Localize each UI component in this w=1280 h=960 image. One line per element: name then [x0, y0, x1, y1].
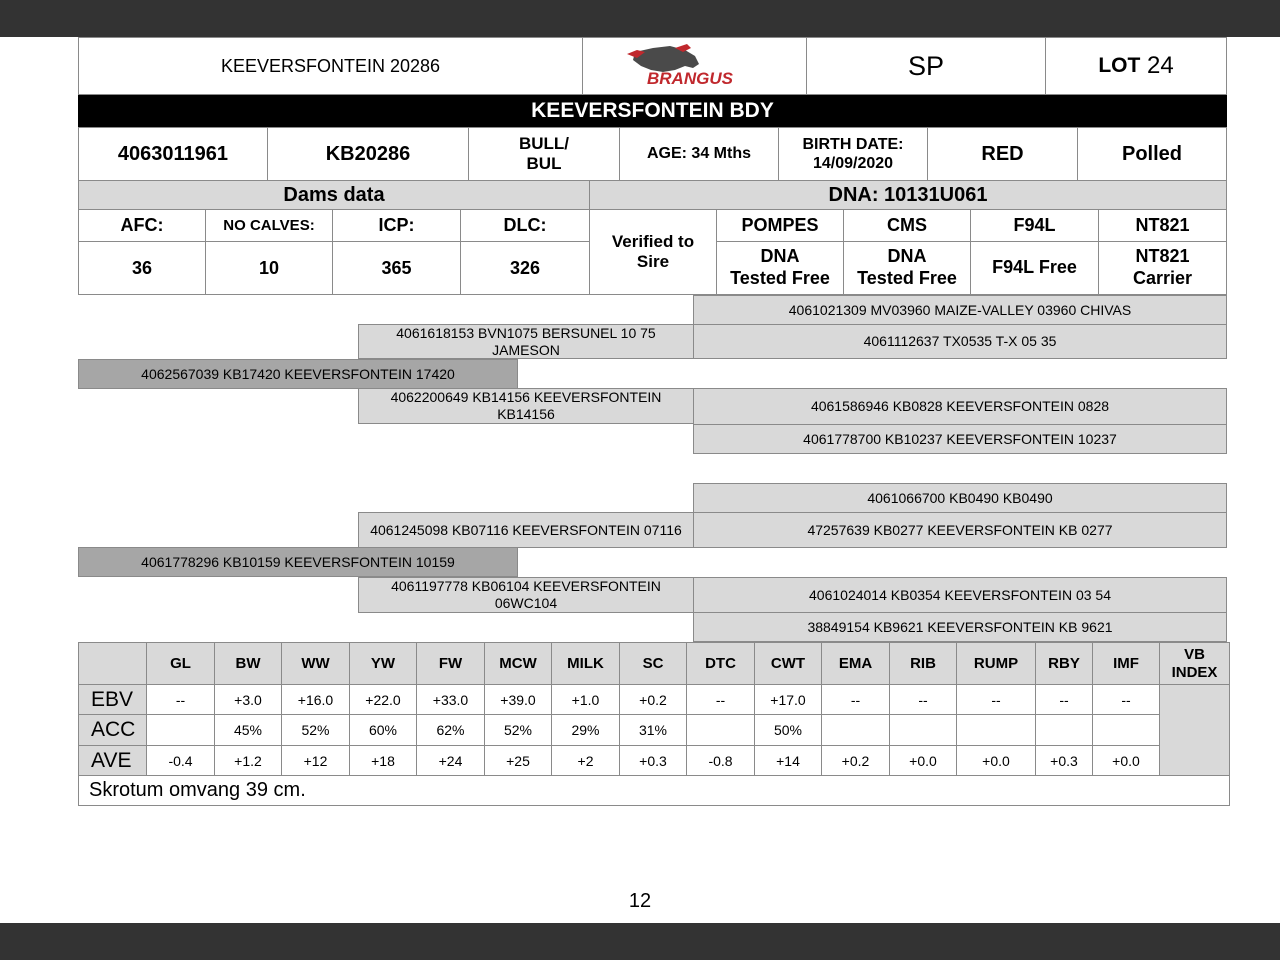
table-cell: +22.0: [350, 685, 417, 715]
table-cell: +0.0: [1093, 746, 1160, 776]
table-row-ebv: [79, 685, 1230, 715]
trait-header-rby: RBY: [1036, 643, 1093, 685]
table-cell: --: [822, 685, 890, 715]
trait-header-rump: RUMP: [957, 643, 1036, 685]
pompes-result-line2: Tested Free: [730, 268, 830, 288]
brangus-logo: [582, 37, 807, 95]
lot-label: LOT: [1098, 54, 1141, 77]
pompes-result: [716, 241, 844, 295]
pedigree-sire-dam-dam: 4061778700 KB10237 KEEVERSFONTEIN 10237: [693, 424, 1227, 454]
cms-header: CMS: [843, 209, 971, 242]
table-cell: -0.8: [687, 746, 755, 776]
cms-result-line1: DNA: [887, 246, 927, 267]
table-cell: +17.0: [755, 685, 822, 715]
table-cell: +33.0: [417, 685, 485, 715]
cms-result: [843, 241, 971, 295]
top-frame-bar: [0, 0, 1280, 37]
animal-name: KEEVERSFONTEIN BDY: [78, 95, 1227, 127]
pedigree-sire: 4062567039 KB17420 KEEVERSFONTEIN 17420: [78, 359, 518, 389]
trait-header-mcw: MCW: [485, 643, 552, 685]
nt821-result: [1098, 241, 1227, 295]
trait-header-ema: EMA: [822, 643, 890, 685]
row-label-ebv: EBV: [79, 685, 147, 715]
trait-header-milk: MILK: [552, 643, 620, 685]
table-cell: +0.0: [957, 746, 1036, 776]
table-cell: 29%: [552, 715, 620, 746]
logo-text: BRANGUS: [646, 69, 733, 88]
sex: [468, 127, 620, 181]
pedigree-sire-sire-dam: 4061112637 TX0535 T-X 05 35: [693, 324, 1227, 359]
bull-head-icon: [615, 42, 775, 90]
table-row-acc: [79, 715, 1230, 746]
pedigree-dam-dam: 4061197778 KB06104 KEEVERSFONTEIN 06WC104: [358, 577, 694, 613]
birth-date-label: BIRTH DATE:: [802, 135, 904, 153]
row-label-acc: ACC: [79, 715, 147, 746]
pedigree-dam-dam-dam: 38849154 KB9621 KEEVERSFONTEIN KB 9621: [693, 612, 1227, 642]
table-cell: 62%: [417, 715, 485, 746]
birth-date: [778, 127, 928, 181]
sex-line1: BULL/: [518, 133, 570, 153]
pedigree-dam-sire-sire: 4061066700 KB0490 KB0490: [693, 483, 1227, 513]
dlc-value: 326: [460, 241, 590, 295]
table-cell: +0.3: [620, 746, 687, 776]
trait-header-gl: GL: [147, 643, 215, 685]
colour: RED: [927, 127, 1078, 181]
row-label-ave: AVE: [79, 746, 147, 776]
table-cell: +16.0: [282, 685, 350, 715]
pedigree-dam-sire-dam: 47257639 KB0277 KEEVERSFONTEIN KB 0277: [693, 512, 1227, 548]
remark: Skrotum omvang 39 cm.: [79, 776, 1230, 806]
table-cell: +14: [755, 746, 822, 776]
dams-data-title: Dams data: [78, 180, 590, 210]
vb-index-value: [1160, 685, 1230, 776]
bottom-frame-bar: [0, 923, 1280, 960]
sex-line2: BUL: [526, 154, 562, 173]
vb-index-line1: VB: [1184, 646, 1205, 664]
table-cell: +1.0: [552, 685, 620, 715]
pedigree-dam-dam-sire: 4061024014 KB0354 KEEVERSFONTEIN 03 54: [693, 577, 1227, 613]
dlc-header: DLC:: [460, 209, 590, 242]
afc-value: 36: [78, 241, 206, 295]
table-cell: 52%: [485, 715, 552, 746]
pedigree-sire-dam-sire: 4061586946 KB0828 KEEVERSFONTEIN 0828: [693, 388, 1227, 425]
dna-title: DNA: 10131U061: [589, 180, 1227, 210]
trait-header-cwt: CWT: [755, 643, 822, 685]
lot-number: 24: [1146, 52, 1174, 79]
icp-value: 365: [332, 241, 461, 295]
table-cell: +39.0: [485, 685, 552, 715]
trait-header-blank: [79, 643, 147, 685]
trait-header-imf: IMF: [1093, 643, 1160, 685]
pedigree-sire-sire-sire: 4061021309 MV03960 MAIZE-VALLEY 03960 CHIVAS: [693, 295, 1227, 325]
registration-number: 4063011961: [78, 127, 268, 181]
table-row-ave: [79, 746, 1230, 776]
table-cell: [822, 715, 890, 746]
pedigree-dam: 4061778296 KB10159 KEEVERSFONTEIN 10159: [78, 547, 518, 577]
table-cell: +0.3: [1036, 746, 1093, 776]
pedigree-sire-dam: 4062200649 KB14156 KEEVERSFONTEIN KB14156: [358, 388, 694, 424]
afc-header: AFC:: [78, 209, 206, 242]
table-cell: [147, 715, 215, 746]
table-cell: --: [957, 685, 1036, 715]
horn-status: Polled: [1077, 127, 1227, 181]
pompes-header: POMPES: [716, 209, 844, 242]
icp-header: ICP:: [332, 209, 461, 242]
trait-header-ww: WW: [282, 643, 350, 685]
trait-header-rib: RIB: [890, 643, 957, 685]
trait-header-fw: FW: [417, 643, 485, 685]
nt821-header: NT821: [1098, 209, 1227, 242]
lot-box: [1045, 37, 1227, 95]
table-cell: +0.2: [620, 685, 687, 715]
table-cell: +1.2: [215, 746, 282, 776]
trait-header-bw: BW: [215, 643, 282, 685]
table-cell: [687, 715, 755, 746]
table-cell: +3.0: [215, 685, 282, 715]
verified-line2: Sire: [636, 252, 670, 271]
table-cell: --: [890, 685, 957, 715]
table-cell: 45%: [215, 715, 282, 746]
trait-header-dtc: DTC: [687, 643, 755, 685]
table-cell: +18: [350, 746, 417, 776]
table-cell: --: [1036, 685, 1093, 715]
table-cell: --: [687, 685, 755, 715]
ebv-table: [78, 642, 1230, 806]
cms-result-line2: Tested Free: [857, 268, 957, 288]
table-cell: +12: [282, 746, 350, 776]
f94l-result: F94L Free: [970, 241, 1099, 295]
table-cell: +0.0: [890, 746, 957, 776]
no-calves-value: 10: [205, 241, 333, 295]
nt821-result-line1: NT821: [1135, 246, 1190, 267]
pedigree-sire-sire: 4061618153 BVN1075 BERSUNEL 10 75 JAMESON: [358, 324, 694, 359]
table-cell: +24: [417, 746, 485, 776]
vb-index-line2: INDEX: [1171, 663, 1218, 681]
f94l-header: F94L: [970, 209, 1099, 242]
trait-header-sc: SC: [620, 643, 687, 685]
table-cell: +2: [552, 746, 620, 776]
herd-number: KEEVERSFONTEIN 20286: [78, 37, 583, 95]
ident-code: KB20286: [267, 127, 469, 181]
verified-line1: Verified to: [611, 231, 695, 251]
table-cell: -0.4: [147, 746, 215, 776]
page-number: 12: [628, 889, 652, 912]
nt821-result-line2: Carrier: [1132, 268, 1193, 288]
table-cell: 31%: [620, 715, 687, 746]
table-cell: --: [147, 685, 215, 715]
type-code: SP: [806, 37, 1046, 95]
table-cell: 52%: [282, 715, 350, 746]
no-calves-header: NO CALVES:: [205, 209, 333, 242]
age: AGE: 34 Mths: [619, 127, 779, 181]
table-cell: +25: [485, 746, 552, 776]
birth-date-value: 14/09/2020: [812, 155, 894, 172]
table-cell: [1036, 715, 1093, 746]
table-cell: +0.2: [822, 746, 890, 776]
verified-to-sire: [589, 209, 717, 295]
pompes-result-line1: DNA: [760, 246, 800, 267]
pedigree-dam-sire: 4061245098 KB07116 KEEVERSFONTEIN 07116: [358, 512, 694, 548]
table-cell: --: [1093, 685, 1160, 715]
table-cell: [890, 715, 957, 746]
trait-header-vb-index: [1160, 643, 1230, 685]
table-cell: [957, 715, 1036, 746]
table-cell: 60%: [350, 715, 417, 746]
table-cell: 50%: [755, 715, 822, 746]
table-cell: [1093, 715, 1160, 746]
trait-header-yw: YW: [350, 643, 417, 685]
